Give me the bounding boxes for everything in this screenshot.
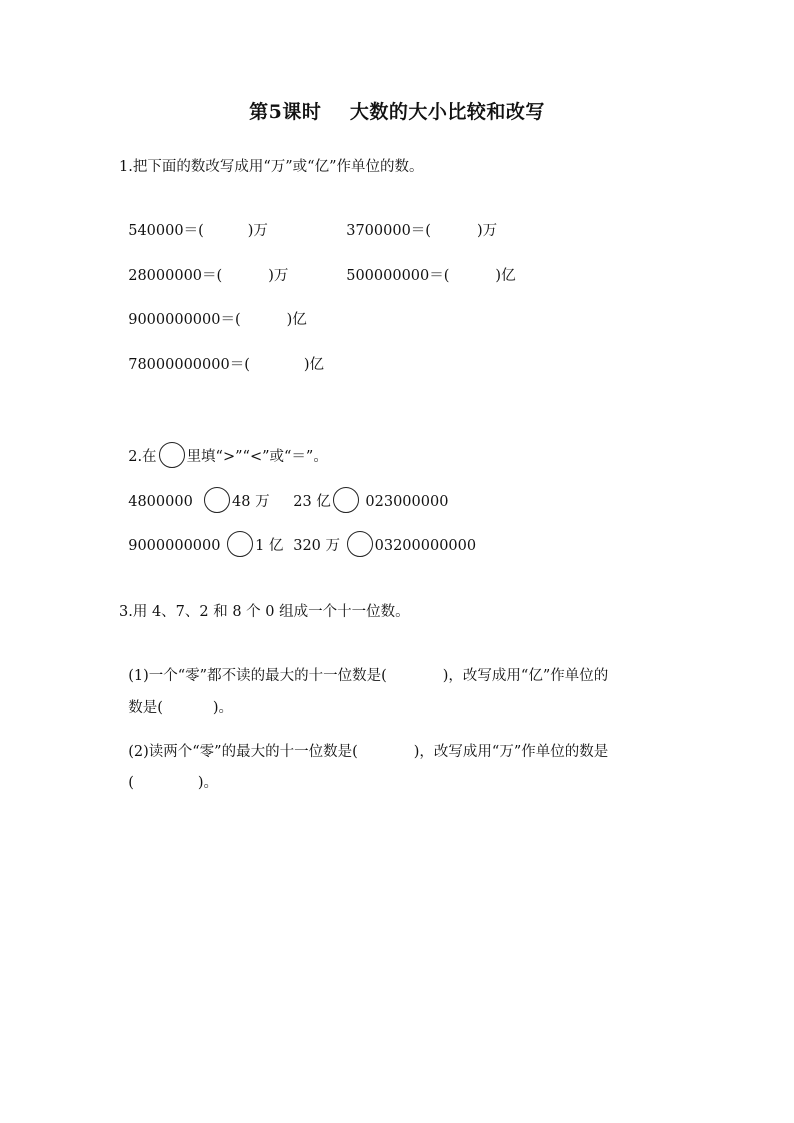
q3-part2-line2 — [119, 753, 218, 793]
q3-p2-l1-a: (2)读两个“零”的最大的十一位数是( — [128, 744, 358, 760]
q1-item-4-right: )亿 — [495, 268, 516, 284]
q1-item-6-left: 78000000000＝( — [128, 357, 250, 373]
q2-row-1 — [119, 469, 270, 515]
q2-row-1b — [284, 469, 448, 515]
q2-r2-c1-b: 1 亿 — [255, 538, 284, 554]
answer-circle[interactable] — [204, 487, 230, 513]
answer-circle — [159, 442, 185, 468]
q2-row-2b — [284, 513, 476, 559]
answer-circle[interactable] — [227, 531, 253, 557]
q2-r2-c2-b: 03200000000 — [374, 538, 477, 554]
q3-heading: 3.用 4、7、2 和 8 个 0 组成一个十一位数。 — [119, 604, 410, 620]
q1-row-2 — [119, 246, 288, 286]
answer-circle[interactable] — [347, 531, 373, 557]
q2-heading — [119, 424, 328, 470]
q3-p1-l1-b: )，改写成用“亿”作单位的 — [442, 668, 609, 684]
q1-row-2b — [337, 246, 516, 286]
q1-item-3-left: 28000000＝( — [128, 268, 223, 284]
q1-item-3-right: )万 — [268, 268, 289, 284]
q1-item-6-right: )亿 — [303, 357, 325, 373]
q1-item-1-left: 540000＝( — [128, 223, 204, 239]
q3-p1-l2-b: )。 — [212, 700, 234, 716]
q1-item-1-right: )万 — [247, 223, 268, 239]
q1-item-5-left: 9000000000＝( — [128, 312, 241, 328]
q3-p1-l1-a: (1)一个“零”都不读的最大的十一位数是( — [128, 668, 387, 684]
q3-p2-l2-b: )。 — [197, 775, 219, 791]
q2-r1-c1-a: 4800000 — [128, 494, 193, 510]
q1-heading: 1.把下面的数改写成用“万”或“亿”作单位的数。 — [119, 159, 424, 175]
q2-r1-c1-b: 48 万 — [232, 494, 270, 510]
q1-item-4-left: 500000000＝( — [346, 268, 450, 284]
q1-item-5-right: )亿 — [286, 312, 307, 328]
answer-circle[interactable] — [333, 487, 359, 513]
q3-p1-l2-a: 数是( — [128, 700, 163, 716]
q2-r1-c2-b: 023000000 — [365, 494, 449, 510]
q3-p2-l2-a: ( — [128, 775, 134, 791]
q1-row-1b — [337, 201, 497, 241]
q2-row-2 — [119, 513, 283, 559]
q2-r2-c1-a: 9000000000 — [128, 538, 221, 554]
q3-p2-l1-b: )，改写成用“万”作单位的数是 — [413, 744, 609, 760]
q1-item-2-left: 3700000＝( — [346, 223, 431, 239]
q2-r2-c2-a: 320 万 — [293, 538, 341, 554]
q1-row-1 — [119, 201, 268, 241]
page-title: 第5课时 大数的大小比较和改写 — [249, 101, 545, 123]
q1-row-4 — [119, 335, 324, 375]
q2-heading-before: 2.在 — [128, 449, 157, 465]
q2-r1-c2-a: 23 亿 — [293, 494, 331, 510]
q1-row-3 — [119, 290, 307, 330]
q3-part1-line2 — [119, 678, 233, 718]
q2-heading-after: 里填“>”“<”或“＝”。 — [186, 449, 328, 465]
q1-item-2-right: )万 — [476, 223, 498, 239]
